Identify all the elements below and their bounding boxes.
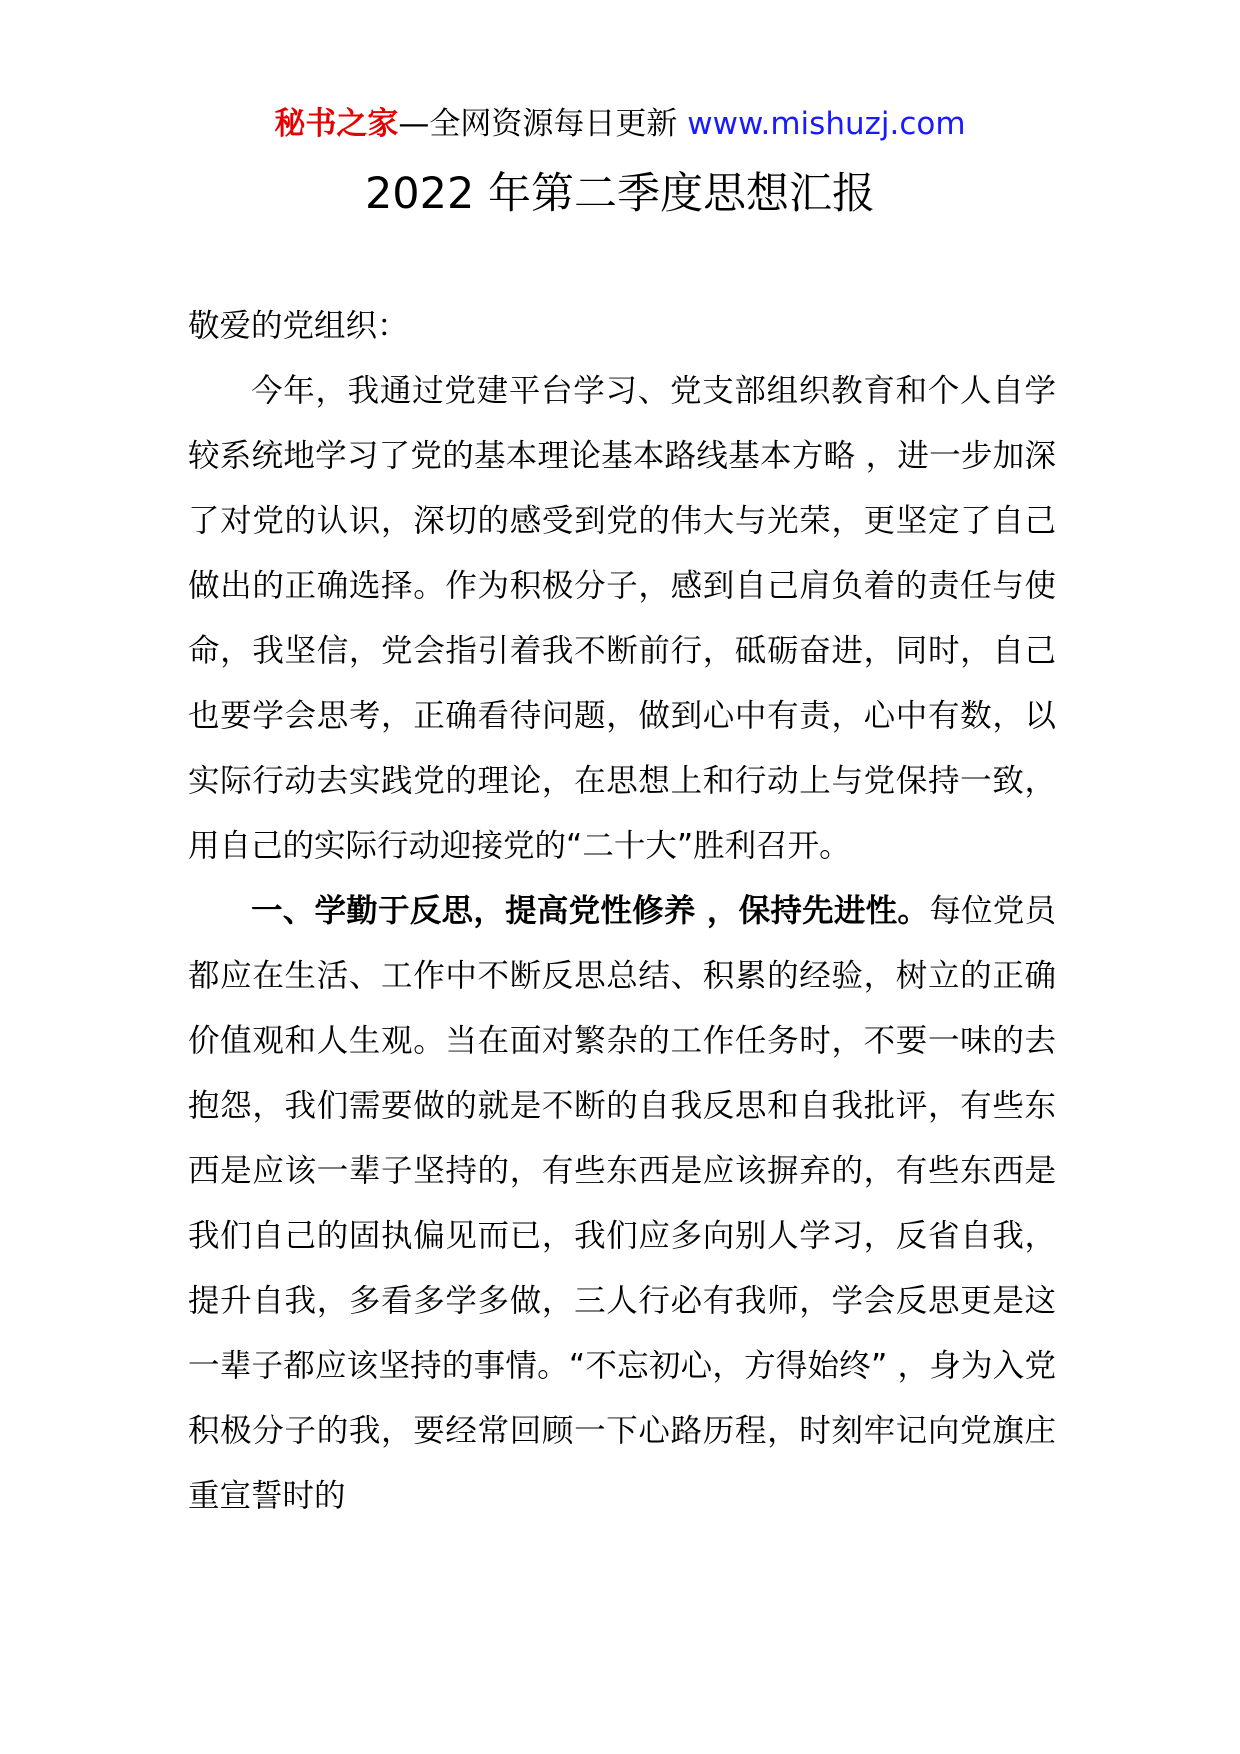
document-body [188, 294, 1056, 1529]
section-body-1: 每位党员都应在生活、工作中不断反思总结、积累的经验，树立的正确价值观和人生观。当在面对繁杂的工作任务时，不要一味的去抱怨，我们需要做的就是不断的自我反思和自我批评，有些东西是应该一辈子坚持的，有些东西是应该摒弃的，有些东西是我们自己的固执偏见而已，我们应多向别人学习，反省自我，提升自我，多看多学多做，三人行必有我师，学会反思更是这一辈子都应该坚持的事情。“不忘初心，方得始终” ，身为入党积极分子的我，要经常回顾一下心路历程，时刻牢记向党旗庄重宣誓时的 [188, 893, 1056, 1514]
paragraph-intro: 今年，我通过党建平台学习、党支部组织教育和个人自学较系统地学习了党的基本理论基本路线基本方略 ，进一步加深了对党的认识，深切的感受到党的伟大与光荣，更坚定了自己做出的正确选择。作为积极分子，感到自己肩负着的责任与使命，我坚信，党会指引着我不断前行，砥砺奋进，同时，自己也要学会思考，正确看待问题，做到心中有责，心中有数，以实际行动去实践党的理论，在思想上和行动上与党保持一致，用自己的实际行动迎接党的“二十大”胜利召开。 [188, 373, 1056, 864]
banner-tagline: —全网资源每日更新 [398, 106, 688, 142]
paragraph-section-1 [188, 879, 1056, 1529]
document-title: 2022 年第二季度思想汇报 [364, 169, 876, 219]
site-url-link[interactable]: www.mishuzj.com [687, 106, 966, 142]
brand-name: 秘书之家 [274, 106, 399, 142]
site-banner [0, 104, 1240, 144]
section-heading-1: 一、学勤于反思，提高党性修养 ，保持先进性。 [251, 893, 930, 929]
salutation: 敬爱的党组织： [188, 308, 409, 344]
